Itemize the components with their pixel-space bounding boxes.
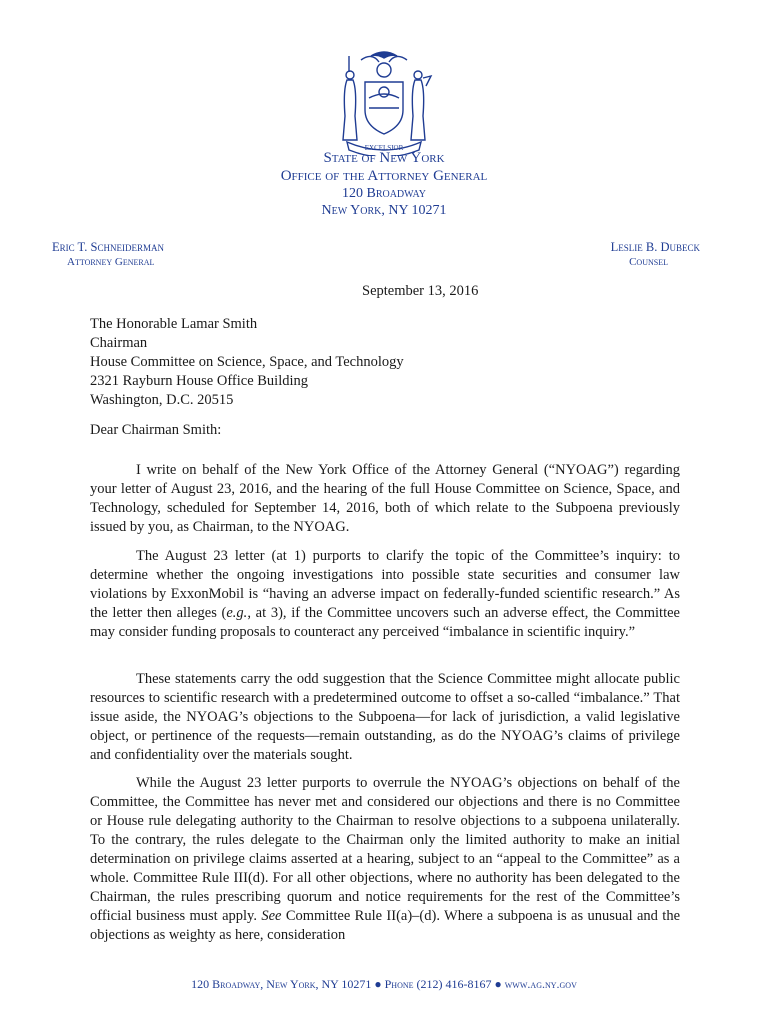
body-paragraph-4 bbox=[90, 774, 680, 964]
citation-see: See bbox=[261, 908, 282, 924]
office-city: New York, NY 10271 bbox=[321, 203, 447, 218]
body-paragraph-1: I write on behalf of the New York Office of the Attorney General (“NYOAG”) regarding your letter of August 23, 2016, and the hearing of the full House Committee on Science, Space, and Technology, scheduled for September 14, 2016, both of which relate to the Subpoena previously issued by you, as Chairman, to the NYOAG. bbox=[90, 462, 680, 535]
paragraph-text: , at 3), if the Committee uncovers such an adverse effect, the Committee may consider funding proposals to counteract any perceived “imbalance in scientific inquiry.” bbox=[90, 605, 680, 640]
paragraph-text: The August 23 letter (at 1) purports to clarify the topic of the Committee’s inquiry: to determine whether the ongoing investigations into possible state securities and consumer law violations by ExxonMobil is “having an adverse impact on federally-funded scientific research.” As the letter then alleges ( bbox=[90, 548, 680, 621]
state-name: State of New York bbox=[323, 150, 445, 166]
paragraph-text: While the August 23 letter purports to overrule the NYOAG’s objections on behalf of the Committee, the Committee has never met and considered our objections and there is no Committee or House rule delegating authority to the Chairman to resolve objections to a subpoena unilaterally. To the contrary, the rules delegate to the Chairman only the limited authority to make an initial determination on privilege claims asserted at a hearing, subject to an “appeal to the Committee” as a whole. Committee Rule III(d). For all other objections, where no authority has been delegated to the Chairman, the rules prescribing quorum and notice requirements for the rest of the Committee’s official business must apply. bbox=[90, 775, 680, 924]
salutation: Dear Chairman Smith: bbox=[90, 422, 222, 438]
citation-eg: e.g. bbox=[226, 605, 248, 621]
letterhead-footer: 120 Broadway, New York, NY 10271 ● Phone (212) 416-8167 ● www.ag.ny.gov bbox=[191, 977, 577, 991]
counsel-name: Leslie B. Dubeck bbox=[610, 240, 700, 254]
body-paragraph-3: These statements carry the odd suggestion that the Science Committee might allocate public resources to scientific research with a predetermined outcome to offset a so-called “imbalance.” That issue aside, the NYOAG’s objections to the Subpoena—for lack of jurisdiction, a valid legislative object, or pertinence of the requests—remain outstanding, as do the NYOAG’s claims of privilege and confidentiality over the materials sought. bbox=[90, 671, 680, 763]
paragraph-text: Committee Rule II(a)–(d). Where a subpoena is as unusual and the objections as weighty as here, consideration bbox=[90, 908, 680, 943]
recipient-line: 2321 Rayburn House Office Building bbox=[90, 373, 309, 389]
office-name: Office of the Attorney General bbox=[280, 168, 488, 184]
recipient-line: Chairman bbox=[90, 335, 148, 351]
recipient-address bbox=[90, 315, 404, 410]
attorney-general-title: Attorney General bbox=[67, 256, 155, 268]
state-seal bbox=[327, 46, 441, 156]
recipient-line: House Committee on Science, Space, and Technology bbox=[90, 354, 404, 370]
body-paragraph-2 bbox=[90, 547, 680, 642]
office-street: 120 Broadway bbox=[341, 186, 427, 201]
recipient-line: Washington, D.C. 20515 bbox=[90, 392, 234, 408]
counsel-title: Counsel bbox=[629, 256, 668, 268]
attorney-general-name: Eric T. Schneiderman bbox=[52, 240, 164, 254]
letter-date: September 13, 2016 bbox=[362, 283, 479, 299]
seal-motto: EXCELSIOR bbox=[364, 144, 404, 152]
recipient-line: The Honorable Lamar Smith bbox=[90, 316, 258, 332]
